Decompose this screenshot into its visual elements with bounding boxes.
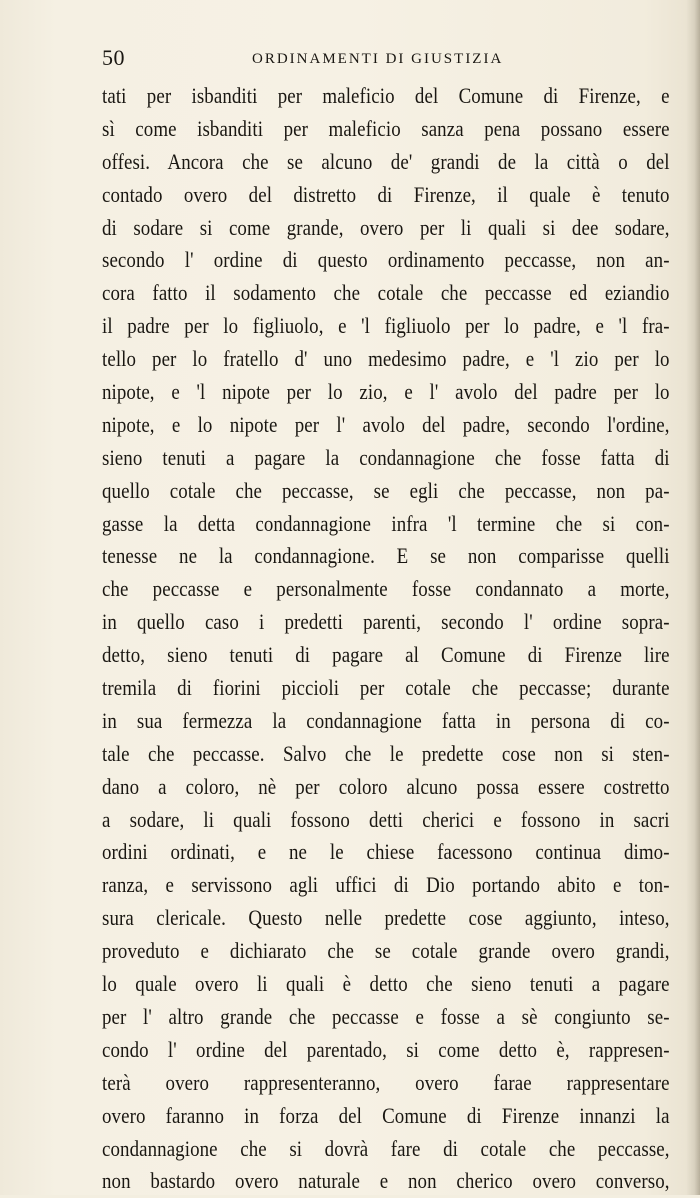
text-line: che peccasse e personalmente fosse condannato a morte, [102,576,670,602]
running-title: ORDINAMENTI DI GIUSTIZIA [252,51,504,67]
text-line: overo faranno in forza del Comune di Firenze innanzi la [102,1102,670,1128]
text-line: proveduto e dichiarato che se cotale grande overo grandi, [102,938,670,964]
text-line: lo quale overo li quali è detto che sieno tenuti a pagare [102,971,670,997]
text-line: gasse la detta condannagione infra 'l termine che si con- [102,510,670,536]
text-line: sieno tenuti a pagare la condannagione che fosse fatta di [102,444,670,470]
text-line: sì come isbanditi per maleficio sanza pena possano essere [102,115,670,141]
text-line: tale che peccasse. Salvo che le predette cose non si sten- [102,740,670,766]
text-line: il padre per lo figliuolo, e 'l figliuolo per lo padre, e 'l fra- [102,313,670,339]
body-text [102,80,670,1198]
text-line: nipote, e lo nipote per l' avolo del padre, secondo l'ordine, [102,411,670,437]
text-line: tenesse ne la condannagione. E se non comparisse quelli [102,543,670,569]
text-line: condannagione che si dovrà fare di cotale che peccasse, [102,1135,670,1161]
text-line: terà overo rappresenteranno, overo farae rappresentare [102,1069,670,1095]
page-number: 50 [102,45,125,70]
text-line: tremila di fiorini piccioli per cotale che peccasse; durante [102,675,670,701]
page-header [102,44,670,74]
text-line: in quello caso i predetti parenti, secondo l' ordine sopra- [102,609,670,635]
text-line: cora fatto il sodamento che cotale che peccasse ed eziandio [102,280,670,306]
text-line: tati per isbanditi per maleficio del Comune di Firenze, e [102,83,670,108]
text-line: quello cotale che peccasse, se egli che peccasse, non pa- [102,477,670,503]
text-line: ordini ordinati, e ne le chiese facessono continua dimo- [102,839,670,865]
text-line: condo l' ordine del parentado, si come detto è, rappresen- [102,1036,670,1062]
text-line: ranza, e servissono agli uffici di Dio portando abito e ton- [102,872,670,898]
text-line: non bastardo overo naturale e non cherico overo converso, [102,1168,670,1194]
text-line: secondo l' ordine di questo ordinamento peccasse, non an- [102,247,670,273]
text-line: contado overo del distretto di Firenze, il quale è tenuto [102,181,670,207]
text-line: nipote, e 'l nipote per lo zio, e l' avolo del padre per lo [102,379,670,405]
text-line: tello per lo fratello d' uno medesimo padre, e 'l zio per lo [102,346,670,372]
text-line: detto, sieno tenuti di pagare al Comune di Firenze lire [102,642,670,668]
text-line: dano a coloro, nè per coloro alcuno possa essere costretto [102,773,670,799]
text-line: di sodare si come grande, overo per li quali si dee sodare, [102,214,670,240]
text-line: a sodare, li quali fossono detti cherici e fossono in sacri [102,806,670,832]
text-line: sura clericale. Questo nelle predette cose aggiunto, inteso, [102,905,670,931]
text-line: in sua fermezza la condannagione fatta in persona di co- [102,707,670,733]
text-line: offesi. Ancora che se alcuno de' grandi de la città o del [102,148,670,174]
page-edge-shadow [686,0,700,1195]
text-line: per l' altro grande che peccasse e fosse a sè congiunto se- [102,1003,670,1029]
